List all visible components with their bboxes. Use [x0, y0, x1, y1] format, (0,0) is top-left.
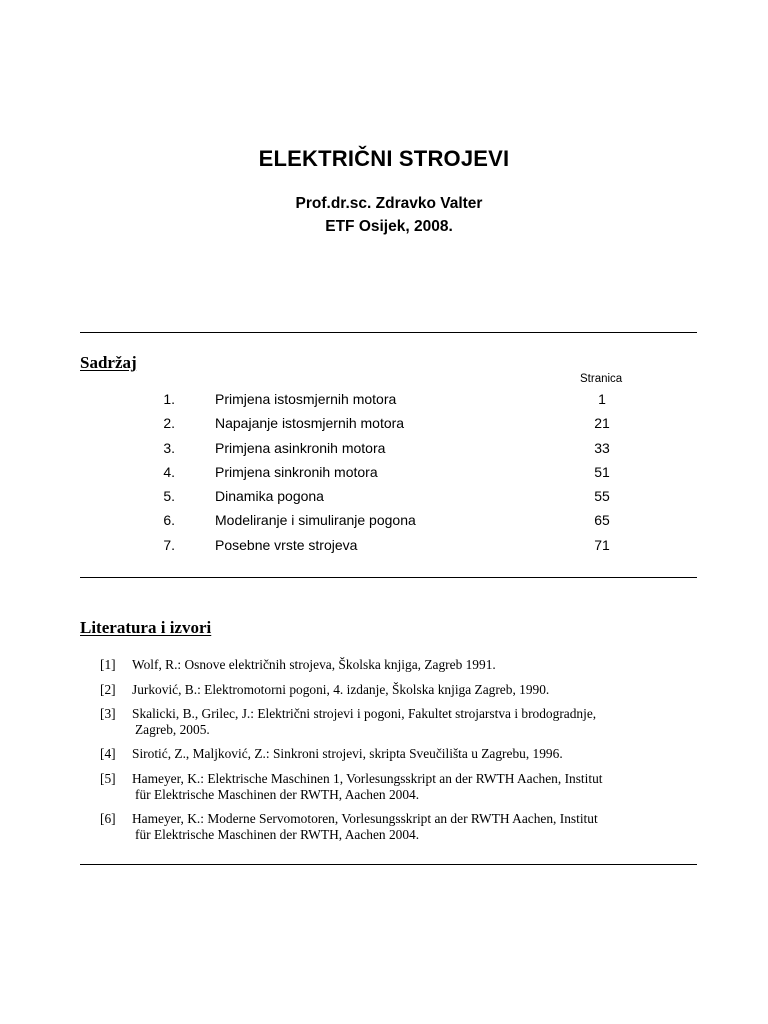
toc-number: 6.	[163, 512, 175, 528]
divider-bottom	[80, 864, 697, 865]
divider-top	[80, 332, 697, 333]
toc-number: 2.	[163, 415, 175, 431]
toc-number: 3.	[163, 440, 175, 456]
toc-page: 55	[594, 488, 610, 504]
reference-number: [3]	[100, 706, 116, 721]
reference-text: Hameyer, K.: Elektrische Maschinen 1, Vorlesungsskript an der RWTH Aachen, Institut	[132, 771, 603, 786]
reference-text: Hameyer, K.: Moderne Servomotoren, Vorlesungsskript an der RWTH Aachen, Institut	[132, 811, 598, 826]
toc-row	[0, 488, 768, 508]
reference-text: Wolf, R.: Osnove električnih strojeva, Školska knjiga, Zagreb 1991.	[132, 657, 496, 672]
reference-text: Jurković, B.: Elektromotorni pogoni, 4. izdanje, Školska knjiga Zagreb, 1990.	[132, 682, 550, 697]
reference-number: [4]	[100, 746, 116, 761]
toc-row	[0, 415, 768, 435]
divider-middle	[80, 577, 697, 578]
literature-heading: Literatura i izvori	[80, 618, 212, 637]
toc-page: 51	[594, 464, 610, 480]
toc-row	[0, 440, 768, 460]
institution-line: ETF Osijek, 2008.	[325, 218, 453, 235]
toc-row	[0, 512, 768, 532]
toc-title: Primjena asinkronih motora	[215, 440, 386, 456]
page-column-label: Stranica	[580, 373, 623, 385]
toc-page: 1	[598, 391, 606, 407]
toc-page: 21	[594, 415, 610, 431]
toc-row	[0, 537, 768, 557]
toc-row	[0, 391, 768, 411]
reference-text: Skalicki, B., Grilec, J.: Električni strojevi i pogoni, Fakultet strojarstva i brodogradnje,	[132, 706, 597, 721]
toc-page: 65	[594, 512, 610, 528]
toc-title: Primjena sinkronih motora	[215, 464, 378, 480]
toc-title: Primjena istosmjernih motora	[215, 391, 397, 407]
toc-page: 33	[594, 440, 610, 456]
document-title: ELEKTRIČNI STROJEVI	[258, 146, 510, 171]
author-line: Prof.dr.sc. Zdravko Valter	[295, 195, 483, 212]
toc-number: 4.	[163, 464, 175, 480]
reference-number: [6]	[100, 811, 116, 826]
toc-row	[0, 464, 768, 484]
reference-text-continuation: Zagreb, 2005.	[135, 722, 210, 737]
toc-number: 7.	[163, 537, 175, 553]
toc-title: Modeliranje i simuliranje pogona	[215, 512, 416, 528]
toc-heading: Sadržaj	[80, 353, 137, 372]
reference-text-continuation: für Elektrische Maschinen der RWTH, Aachen 2004.	[135, 827, 420, 842]
toc-title: Dinamika pogona	[215, 488, 324, 504]
reference-number: [5]	[100, 771, 116, 786]
toc-number: 1.	[163, 391, 175, 407]
toc-number: 5.	[163, 488, 175, 504]
reference-number: [1]	[100, 657, 116, 672]
toc-title: Napajanje istosmjernih motora	[215, 415, 405, 431]
reference-text-continuation: für Elektrische Maschinen der RWTH, Aachen 2004.	[135, 787, 420, 802]
reference-number: [2]	[100, 682, 116, 697]
toc-title: Posebne vrste strojeva	[215, 537, 358, 553]
reference-text: Sirotić, Z., Maljković, Z.: Sinkroni strojevi, skripta Sveučilišta u Zagrebu, 1996.	[132, 746, 563, 761]
toc-page: 71	[594, 537, 610, 553]
